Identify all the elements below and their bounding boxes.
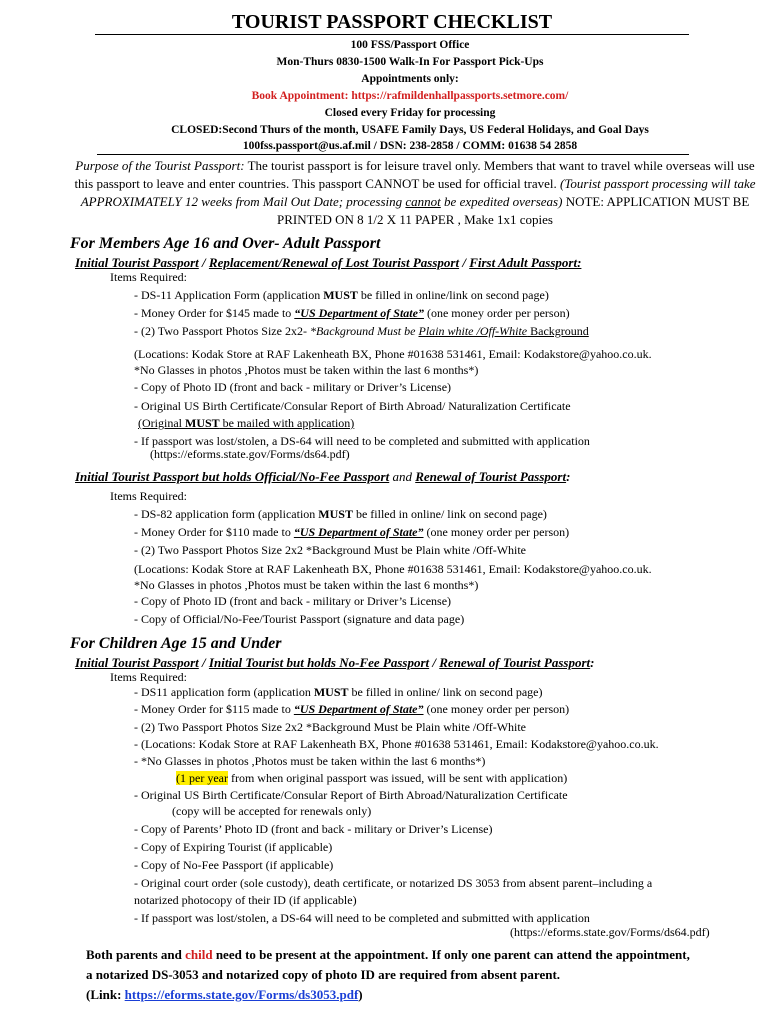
children-item-court-order: - Original court order (sole custody), death certificate, or notarized DS 3053 from absent parent–including a	[134, 876, 653, 890]
ds3053-link[interactable]: https://eforms.state.gov/Forms/ds3053.pdf	[124, 987, 359, 1002]
children-item-ds64-link: (https://eforms.state.gov/Forms/ds64.pdf)	[510, 925, 710, 939]
footer-link-line: (Link: https://eforms.state.gov/Forms/ds3053.pdf)	[86, 987, 363, 1002]
children-sub-renewal: Renewal of Tourist Passport	[439, 655, 591, 670]
processing-note-end: be expedited overseas)	[440, 194, 563, 209]
children-sub-sep: /	[198, 655, 209, 670]
children-item-photos: - (2) Two Passport Photos Size 2x2 *Background Must be Plain white /Off-White	[134, 720, 527, 734]
adult-sub-sep: /	[198, 255, 209, 270]
children-item-money-order: - Money Order for $115 made to “US Department of State” (one money order per person)	[134, 702, 570, 716]
adult-item-photo-id: - Copy of Photo ID (front and back - military or Driver’s License)	[134, 380, 452, 394]
children-heading: For Children Age 15 and Under	[70, 635, 282, 652]
official-sub-renewal: Renewal of Tourist Passport	[415, 469, 567, 484]
adult-item-photos: - (2) Two Passport Photos Size 2x2- *Background Must be Plain white /Off-White Background	[134, 324, 589, 338]
children-item-birth-cert: - Original US Birth Certificate/Consular Report of Birth Abroad/Naturalization Certificate	[134, 788, 568, 802]
processing-note: (Tourist passport processing will take APPROXIMATELY 12 weeks from Mail Out Date; processing	[80, 176, 756, 209]
children-sub-initial: Initial Tourist Passport	[75, 655, 199, 670]
official-items-label: Items Required:	[110, 489, 187, 503]
adult-items-label: Items Required:	[110, 270, 187, 284]
purpose-label: Purpose of the Tourist Passport:	[75, 158, 245, 173]
closed-friday-note: Closed every Friday for processing	[324, 107, 496, 119]
adult-item-birth-cert: - Original US Birth Certificate/Consular Report of Birth Abroad/ Naturalization Certificate	[134, 399, 571, 413]
adult-item-ds11: - DS-11 Application Form (application MUST be filled in online/link on second page)	[134, 288, 549, 302]
official-item-no-glasses: *No Glasses in photos ,Photos must be taken within the last 6 months*)	[134, 578, 479, 592]
footer-parents-note: Both parents and child need to be present at the appointment. If only one parent can attend the appointment,	[86, 947, 690, 962]
children-sub-colon: :	[590, 655, 595, 670]
official-item-passport-copy: - Copy of Official/No-Fee/Tourist Passport (signature and data page)	[134, 612, 465, 626]
header-divider	[97, 154, 689, 155]
book-appointment-link[interactable]: Book Appointment: https://rafmildenhallpassports.setmore.com/	[251, 90, 569, 102]
children-sub-sep2: /	[429, 655, 440, 670]
children-item-expiring: - Copy of Expiring Tourist (if applicable)	[134, 840, 333, 854]
adult-item-ds64-link: (https://eforms.state.gov/Forms/ds64.pdf)	[150, 447, 350, 461]
official-sub-and: and	[389, 469, 416, 484]
cannot-word: cannot	[405, 194, 441, 209]
children-item-locations: - (Locations: Kodak Store at RAF Lakenheath BX, Phone #01638 531461, Email: Kodakstore@yahoo.co.uk.	[134, 737, 659, 751]
print-note: NOTE: APPLICATION MUST BE PRINTED ON 8 1/2 X 11 PAPER , Make 1x1 copies	[276, 194, 750, 227]
children-subheading	[75, 655, 594, 671]
children-item-per-year: (1 per year from when original passport was issued, will be sent with application)	[176, 771, 568, 785]
official-item-photo-id: - Copy of Photo ID (front and back - military or Driver’s License)	[134, 594, 452, 608]
office-name: 100 FSS/Passport Office	[350, 39, 470, 51]
adult-sub-first: First Adult Passport:	[469, 255, 582, 270]
footer-notarized-note: a notarized DS-3053 and notarized copy of photo ID are required from absent parent.	[86, 967, 561, 982]
official-subheading	[75, 469, 570, 485]
official-sub-colon: :	[566, 469, 571, 484]
children-sub-nofee: Initial Tourist but holds No-Fee Passport	[208, 655, 430, 670]
children-item-copy-note: (copy will be accepted for renewals only)	[172, 804, 372, 818]
adult-subheading	[75, 255, 581, 271]
purpose-text: The tourist passport is for leisure travel only. Members that want to travel while overseas will use this passport to leave and enter countries. This passport CANNOT be used for official travel.	[74, 158, 755, 191]
office-hours: Mon-Thurs 0830-1500 Walk-In For Passport Pick-Ups	[276, 56, 544, 68]
official-item-ds82: - DS-82 application form (application MUST be filled in online/ link on second page)	[134, 507, 547, 521]
children-item-parents-id: - Copy of Parents’ Photo ID (front and back - military or Driver’s License)	[134, 822, 493, 836]
children-items-label: Items Required:	[110, 670, 187, 684]
closed-days-note: CLOSED:Second Thurs of the month, USAFE Family Days, US Federal Holidays, and Goal Days	[171, 124, 649, 136]
per-year-highlight: (1 per year	[176, 771, 228, 785]
official-sub-initial: Initial Tourist Passport but holds Official/No-Fee Passport	[75, 469, 390, 484]
adult-item-lost-stolen: - If passport was lost/stolen, a DS-64 will need to be completed and submitted with application	[134, 434, 590, 448]
page-title: TOURIST PASSPORT CHECKLIST	[95, 10, 689, 35]
official-item-money-order: - Money Order for $110 made to “US Department of State” (one money order per person)	[134, 525, 570, 539]
adult-item-original-note: (Original MUST be mailed with application)	[138, 416, 355, 430]
purpose-paragraph	[70, 157, 760, 229]
children-item-lost-stolen: - If passport was lost/stolen, a DS-64 will need to be completed and submitted with application	[134, 911, 590, 925]
adult-sub-sep2: /	[459, 255, 470, 270]
children-item-notarized: notarized photocopy of their ID (if applicable)	[134, 893, 357, 907]
contact-info: 100fss.passport@us.af.mil / DSN: 238-2858 / COMM: 01638 54 2858	[242, 140, 578, 152]
adult-sub-replacement: Replacement/Renewal of Lost Tourist Passport	[208, 255, 460, 270]
adult-item-money-order: - Money Order for $145 made to “US Department of State” (one money order per person)	[134, 306, 570, 320]
adult-item-locations: (Locations: Kodak Store at RAF Lakenheath BX, Phone #01638 531461, Email: Kodakstore@yahoo.co.uk.	[134, 347, 652, 361]
appointments-note: Appointments only:	[361, 73, 459, 85]
adult-item-no-glasses: *No Glasses in photos ,Photos must be taken within the last 6 months*)	[134, 363, 479, 377]
official-item-locations: (Locations: Kodak Store at RAF Lakenheath BX, Phone #01638 531461, Email: Kodakstore@yahoo.co.uk.	[134, 562, 652, 576]
children-item-ds11: - DS11 application form (application MUST be filled in online/ link on second page)	[134, 685, 543, 699]
children-item-nofee: - Copy of No-Fee Passport (if applicable)	[134, 858, 334, 872]
adult-sub-initial: Initial Tourist Passport	[75, 255, 199, 270]
official-item-photos: - (2) Two Passport Photos Size 2x2 *Background Must be Plain white /Off-White	[134, 543, 527, 557]
adult-heading: For Members Age 16 and Over- Adult Passport	[70, 235, 381, 252]
children-item-no-glasses: - *No Glasses in photos ,Photos must be taken within the last 6 months*)	[134, 754, 486, 768]
child-word: child	[185, 947, 213, 962]
